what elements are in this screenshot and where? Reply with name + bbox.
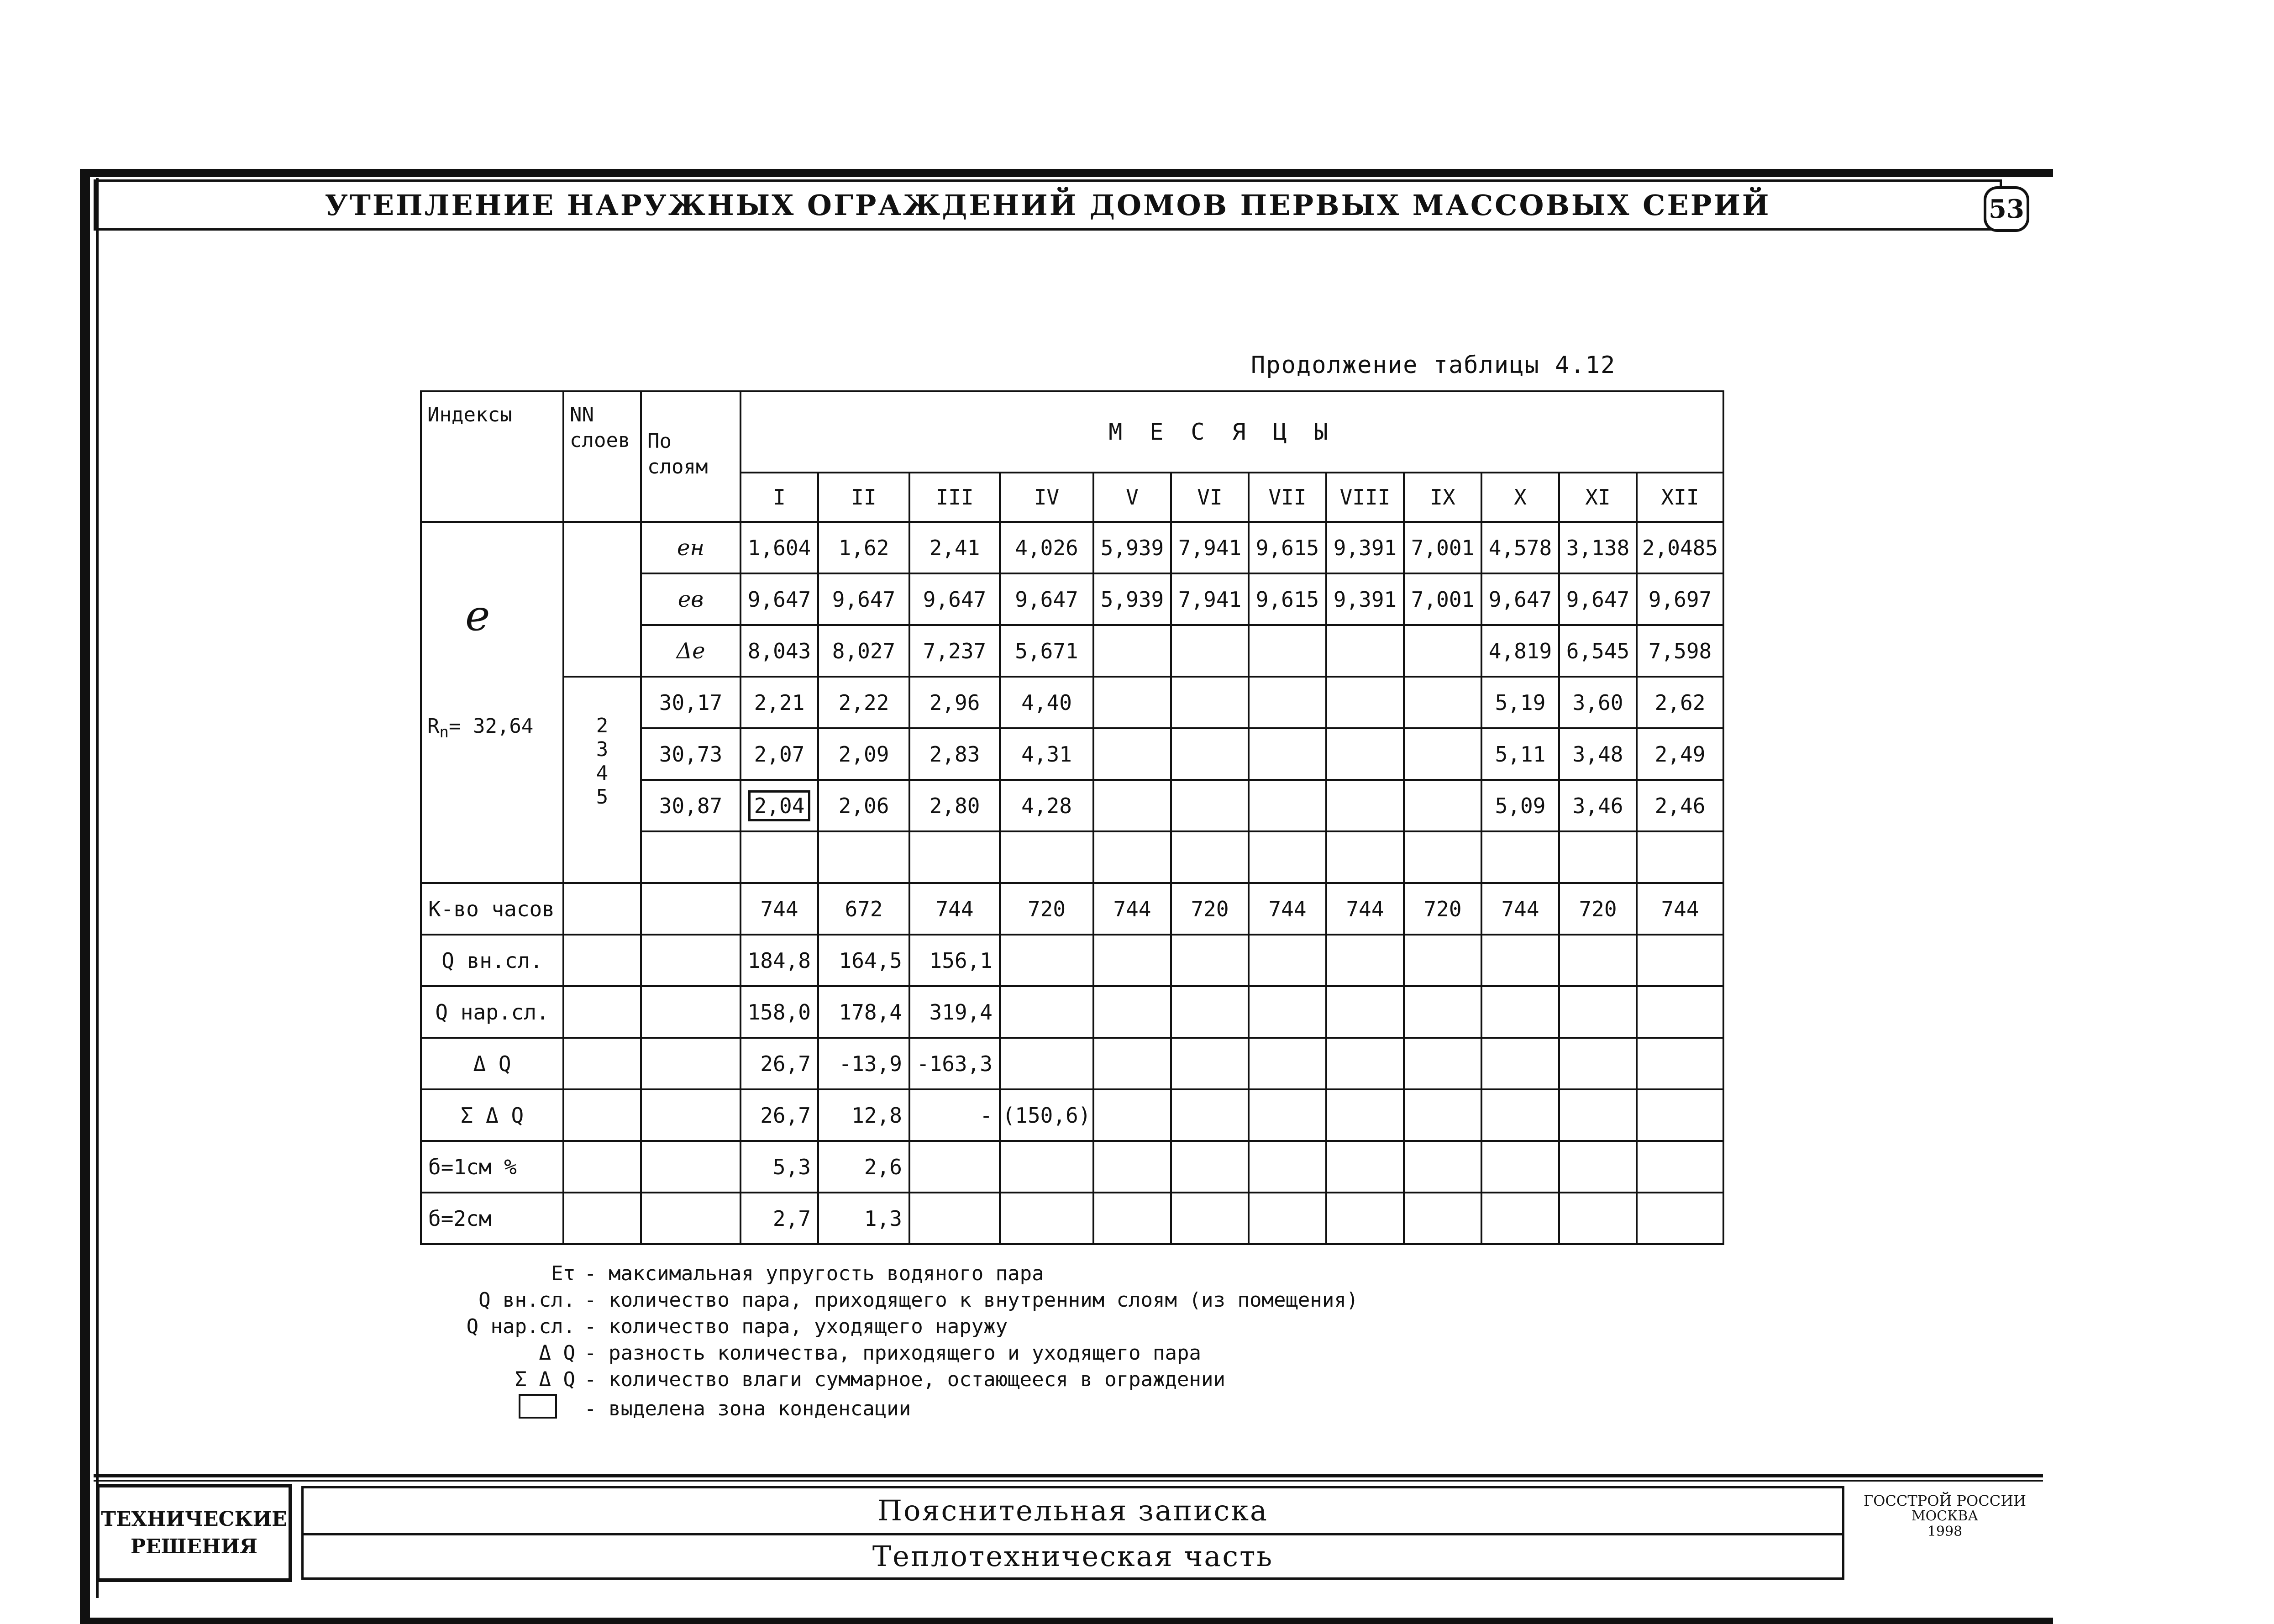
month-header: III <box>909 473 1000 522</box>
value-cell <box>1404 728 1481 780</box>
resistance-symbol: R <box>427 715 440 738</box>
value-cell: 4,40 <box>1000 677 1093 728</box>
value-cell: 2,07 <box>740 728 818 780</box>
data-table <box>420 390 1724 1245</box>
value-cell <box>1326 935 1404 986</box>
layer-numbers-cell <box>563 677 641 883</box>
row-label: б=1см % <box>421 1141 563 1193</box>
vapor-pressure-symbol: e <box>465 591 490 640</box>
empty-cell <box>641 1141 740 1193</box>
value-cell: 12,8 <box>818 1089 909 1141</box>
org-city: МОСКВА <box>1911 1508 1979 1524</box>
value-cell <box>1481 986 1559 1038</box>
value-cell: 2,0485 <box>1637 522 1723 573</box>
value-cell: (150,6) <box>1000 1089 1093 1141</box>
value-cell: 9,647 <box>818 573 909 625</box>
value-cell <box>1093 1193 1171 1244</box>
value-cell: 2,83 <box>909 728 1000 780</box>
header-indices: Индексы <box>421 391 563 522</box>
month-header: VIII <box>1326 473 1404 522</box>
value-cell <box>1093 1038 1171 1089</box>
value-cell <box>1249 1089 1326 1141</box>
value-cell: 744 <box>1093 883 1171 935</box>
value-cell: 7,001 <box>1404 522 1481 573</box>
legend-symbol: Δ Q <box>539 1341 575 1365</box>
value-cell: 26,7 <box>740 1038 818 1089</box>
value-cell: 672 <box>818 883 909 935</box>
month-header: II <box>818 473 909 522</box>
legend-item <box>438 1366 1358 1393</box>
legend-item <box>438 1393 1358 1424</box>
value-cell <box>1171 1089 1249 1141</box>
value-cell: 158,0 <box>740 986 818 1038</box>
value-cell <box>1249 1141 1326 1193</box>
value-cell: 720 <box>1404 883 1481 935</box>
empty-cell <box>563 883 641 935</box>
empty-cell <box>641 1089 740 1141</box>
value-cell: 2,21 <box>740 677 818 728</box>
value-cell <box>1171 780 1249 831</box>
value-cell: 5,939 <box>1093 522 1171 573</box>
value-cell <box>1249 935 1326 986</box>
org-year: 1998 <box>1927 1524 1963 1540</box>
value-cell: - <box>909 1089 1000 1141</box>
empty-cell <box>563 1089 641 1141</box>
value-cell: 1,3 <box>818 1193 909 1244</box>
value-cell <box>1171 1038 1249 1089</box>
value-cell: 2,6 <box>818 1141 909 1193</box>
value-cell: 3,46 <box>1559 780 1637 831</box>
value-cell <box>1404 1089 1481 1141</box>
month-header: XI <box>1559 473 1637 522</box>
empty-cell <box>641 883 740 935</box>
month-header: VII <box>1249 473 1326 522</box>
value-cell <box>1093 935 1171 986</box>
value-cell <box>1093 1141 1171 1193</box>
value-cell: 3,60 <box>1559 677 1637 728</box>
value-cell <box>1637 935 1723 986</box>
value-cell: 9,647 <box>1559 573 1637 625</box>
value-cell <box>1637 1141 1723 1193</box>
value-cell: 319,4 <box>909 986 1000 1038</box>
header-by-layers: По слоям <box>641 391 740 522</box>
value-cell: -163,3 <box>909 1038 1000 1089</box>
value-cell <box>1249 728 1326 780</box>
value-cell <box>1000 1193 1093 1244</box>
value-cell: 744 <box>1326 883 1404 935</box>
legend-symbol: Eτ <box>551 1261 575 1285</box>
value-cell: 7,001 <box>1404 573 1481 625</box>
value-cell: 720 <box>1171 883 1249 935</box>
value-cell: 4,578 <box>1481 522 1559 573</box>
value-cell <box>1093 625 1171 677</box>
value-cell: 4,026 <box>1000 522 1093 573</box>
month-header: I <box>740 473 818 522</box>
value-cell <box>1481 1141 1559 1193</box>
empty-cell <box>563 986 641 1038</box>
table-caption: Продолжение таблицы 4.12 <box>1251 352 1616 379</box>
value-cell: 2,96 <box>909 677 1000 728</box>
value-cell <box>1326 625 1404 677</box>
value-cell: 9,615 <box>1249 573 1326 625</box>
value-cell: 7,941 <box>1171 522 1249 573</box>
value-cell <box>1559 935 1637 986</box>
value-cell: 5,3 <box>740 1141 818 1193</box>
row-label: б=2см <box>421 1193 563 1244</box>
legend <box>438 1260 1358 1424</box>
value-cell: 164,5 <box>818 935 909 986</box>
value-cell <box>1637 831 1723 883</box>
by-layer-cell: 30,73 <box>641 728 740 780</box>
page-number: 53 <box>1989 194 2024 224</box>
value-cell: 9,647 <box>740 573 818 625</box>
value-cell: 744 <box>909 883 1000 935</box>
value-cell <box>1171 935 1249 986</box>
value-cell <box>1326 1141 1404 1193</box>
row-label: К-во часов <box>421 883 563 935</box>
value-cell <box>1404 1038 1481 1089</box>
value-cell: 5,11 <box>1481 728 1559 780</box>
empty-cell <box>563 1141 641 1193</box>
value-cell: 7,941 <box>1171 573 1249 625</box>
value-cell <box>1171 1141 1249 1193</box>
value-cell <box>1171 1193 1249 1244</box>
stamp-doc-part: Теплотехническая часть <box>304 1533 1842 1578</box>
value-cell: 744 <box>1249 883 1326 935</box>
value-cell <box>1249 1193 1326 1244</box>
month-header: XII <box>1637 473 1723 522</box>
legend-description: - выделена зона конденсации <box>584 1397 911 1420</box>
value-cell: 2,80 <box>909 780 1000 831</box>
value-cell <box>1326 780 1404 831</box>
table-row <box>421 986 1723 1038</box>
stamp-divider <box>94 1474 2043 1477</box>
value-cell: 4,28 <box>1000 780 1093 831</box>
legend-description: - количество пара, приходящего к внутренним слоям (из помещения) <box>584 1288 1359 1312</box>
by-layer-cell: eн <box>641 522 740 573</box>
value-cell <box>1481 1193 1559 1244</box>
value-cell: 9,647 <box>1000 573 1093 625</box>
value-cell: 2,22 <box>818 677 909 728</box>
value-cell <box>740 780 818 831</box>
value-cell <box>1559 1141 1637 1193</box>
value-cell <box>1404 935 1481 986</box>
resistance-value: = 32,64 <box>448 715 534 738</box>
row-label: Δ Q <box>421 1038 563 1089</box>
layer-numbers: 2 3 4 5 <box>596 714 609 809</box>
value-cell <box>1481 831 1559 883</box>
value-cell <box>1326 831 1404 883</box>
value-cell <box>909 831 1000 883</box>
legend-description: - количество влаги суммарное, остающееся в ограждении <box>584 1367 1225 1391</box>
value-cell <box>1093 986 1171 1038</box>
value-cell <box>1481 935 1559 986</box>
value-cell <box>1637 1089 1723 1141</box>
empty-cell <box>641 1038 740 1089</box>
table-row <box>421 522 1723 573</box>
value-cell: 2,7 <box>740 1193 818 1244</box>
value-cell: 9,615 <box>1249 522 1326 573</box>
value-cell <box>1326 1193 1404 1244</box>
empty-cell <box>563 1038 641 1089</box>
stamp-left-line1: ТЕХНИЧЕСКИЕ <box>101 1507 287 1531</box>
header-layers-no: NN слоев <box>563 391 641 522</box>
value-cell <box>1404 677 1481 728</box>
value-cell: 2,41 <box>909 522 1000 573</box>
value-cell <box>1093 677 1171 728</box>
value-cell <box>1326 677 1404 728</box>
value-cell: 9,647 <box>909 573 1000 625</box>
value-cell: 7,598 <box>1637 625 1723 677</box>
by-layer-cell: 30,17 <box>641 677 740 728</box>
value-cell <box>1093 831 1171 883</box>
value-cell: 8,043 <box>740 625 818 677</box>
row-label: Q вн.сл. <box>421 935 563 986</box>
value-cell <box>1404 1141 1481 1193</box>
value-cell: 2,46 <box>1637 780 1723 831</box>
page-title: УТЕПЛЕНИЕ НАРУЖНЫХ ОГРАЖДЕНИЙ ДОМОВ ПЕРВЫХ МАССОВЫХ СЕРИЙ <box>325 188 1771 222</box>
index-cell <box>421 522 563 883</box>
header-months: МЕСЯЦЫ <box>740 391 1723 473</box>
value-cell: 720 <box>1559 883 1637 935</box>
value-cell: 4,31 <box>1000 728 1093 780</box>
row-label: Q нар.сл. <box>421 986 563 1038</box>
value-cell <box>1249 677 1326 728</box>
value-cell <box>1326 1038 1404 1089</box>
value-cell <box>1404 625 1481 677</box>
value-cell <box>1249 1038 1326 1089</box>
value-cell: 2,06 <box>818 780 909 831</box>
value-cell: 744 <box>740 883 818 935</box>
legend-symbol: Q вн.сл. <box>478 1288 575 1312</box>
by-layer-cell: 30,87 <box>641 780 740 831</box>
condensation-zone-marker: 2,04 <box>748 790 811 821</box>
month-header: IX <box>1404 473 1481 522</box>
value-cell: 6,545 <box>1559 625 1637 677</box>
stamp-section-label <box>96 1484 292 1582</box>
value-cell <box>1249 986 1326 1038</box>
legend-description: - количество пара, уходящего наружу <box>584 1314 1008 1338</box>
value-cell <box>1637 1038 1723 1089</box>
value-cell: 2,49 <box>1637 728 1723 780</box>
value-cell <box>1559 1038 1637 1089</box>
value-cell <box>1404 780 1481 831</box>
value-cell: 9,697 <box>1637 573 1723 625</box>
value-cell <box>1559 1089 1637 1141</box>
legend-symbol: Q нар.сл. <box>466 1314 575 1338</box>
value-cell: 2,62 <box>1637 677 1723 728</box>
value-cell <box>1481 1089 1559 1141</box>
legend-symbol <box>438 1394 584 1424</box>
value-cell: 4,819 <box>1481 625 1559 677</box>
page-number-badge <box>1984 186 2029 232</box>
by-layer-cell <box>641 831 740 883</box>
value-cell: 9,391 <box>1326 573 1404 625</box>
resistance-subscript: n <box>439 723 449 741</box>
value-cell: 178,4 <box>818 986 909 1038</box>
value-cell <box>1093 1089 1171 1141</box>
value-cell: 1,604 <box>740 522 818 573</box>
value-cell <box>1404 831 1481 883</box>
value-cell <box>1171 986 1249 1038</box>
value-cell: 184,8 <box>740 935 818 986</box>
value-cell <box>1249 831 1326 883</box>
value-cell <box>1171 831 1249 883</box>
value-cell <box>1559 831 1637 883</box>
layers-empty-cell <box>563 522 641 677</box>
stamp-divider-thin <box>94 1480 2043 1482</box>
table-row <box>421 935 1723 986</box>
value-cell <box>1326 986 1404 1038</box>
value-cell <box>1000 831 1093 883</box>
value-cell <box>740 831 818 883</box>
stamp-doc-name: Пояснительная записка <box>877 1494 1268 1528</box>
stamp-document-title <box>301 1486 1844 1580</box>
value-cell: 3,48 <box>1559 728 1637 780</box>
value-cell <box>909 1193 1000 1244</box>
empty-cell <box>563 935 641 986</box>
table-row <box>421 677 1723 728</box>
legend-symbol: Σ Δ Q <box>515 1367 575 1391</box>
value-cell <box>1481 1038 1559 1089</box>
value-cell <box>909 1141 1000 1193</box>
title-box <box>94 179 2002 231</box>
value-cell: 9,391 <box>1326 522 1404 573</box>
org-name: ГОССТРОЙ РОССИИ <box>1863 1492 2027 1509</box>
value-cell <box>1000 935 1093 986</box>
value-cell <box>1093 780 1171 831</box>
month-header: IV <box>1000 473 1093 522</box>
value-cell: 1,62 <box>818 522 909 573</box>
legend-description: - разность количества, приходящего и уходящего пара <box>584 1341 1202 1365</box>
value-cell <box>1637 1193 1723 1244</box>
by-layer-cell: eв <box>641 573 740 625</box>
empty-cell <box>641 935 740 986</box>
value-cell: 8,027 <box>818 625 909 677</box>
value-cell <box>1000 1141 1093 1193</box>
value-cell <box>1171 728 1249 780</box>
value-cell: 2,09 <box>818 728 909 780</box>
table-row <box>421 1193 1723 1244</box>
value-cell: 156,1 <box>909 935 1000 986</box>
table-row <box>421 1141 1723 1193</box>
stamp-organization <box>1854 1493 2036 1540</box>
value-cell <box>1249 780 1326 831</box>
legend-item <box>438 1313 1358 1340</box>
value-cell <box>1637 986 1723 1038</box>
value-cell: -13,9 <box>818 1038 909 1089</box>
value-cell: 3,138 <box>1559 522 1637 573</box>
value-cell: 26,7 <box>740 1089 818 1141</box>
value-cell <box>1326 728 1404 780</box>
value-cell: 5,19 <box>1481 677 1559 728</box>
by-layer-cell: Δe <box>641 625 740 677</box>
legend-description: - максимальная упругость водяного пара <box>584 1261 1044 1285</box>
legend-item <box>438 1260 1358 1287</box>
value-cell: 5,939 <box>1093 573 1171 625</box>
table-row <box>421 1038 1723 1089</box>
month-header: VI <box>1171 473 1249 522</box>
empty-cell <box>563 1193 641 1244</box>
value-cell <box>818 831 909 883</box>
value-cell: 9,647 <box>1481 573 1559 625</box>
condensation-box-symbol <box>519 1394 557 1419</box>
value-cell: 744 <box>1637 883 1723 935</box>
legend-item <box>438 1287 1358 1313</box>
value-cell <box>1171 677 1249 728</box>
month-header: X <box>1481 473 1559 522</box>
table-row <box>421 1089 1723 1141</box>
value-cell: 5,09 <box>1481 780 1559 831</box>
empty-cell <box>641 986 740 1038</box>
value-cell <box>1249 625 1326 677</box>
value-cell <box>1559 1193 1637 1244</box>
value-cell <box>1171 625 1249 677</box>
value-cell: 744 <box>1481 883 1559 935</box>
value-cell <box>1404 1193 1481 1244</box>
resistance-label <box>427 715 533 741</box>
value-cell <box>1404 986 1481 1038</box>
row-label: Σ Δ Q <box>421 1089 563 1141</box>
value-cell <box>1093 728 1171 780</box>
frame-inner-line <box>96 178 99 1598</box>
value-cell: 720 <box>1000 883 1093 935</box>
table-row <box>421 883 1723 935</box>
value-cell: 7,237 <box>909 625 1000 677</box>
legend-item <box>438 1340 1358 1366</box>
value-cell: 5,671 <box>1000 625 1093 677</box>
empty-cell <box>641 1193 740 1244</box>
month-header: V <box>1093 473 1171 522</box>
value-cell <box>1326 1089 1404 1141</box>
stamp-left-line2: РЕШЕНИЯ <box>131 1535 257 1558</box>
value-cell <box>1000 986 1093 1038</box>
value-cell <box>1559 986 1637 1038</box>
value-cell <box>1000 1038 1093 1089</box>
